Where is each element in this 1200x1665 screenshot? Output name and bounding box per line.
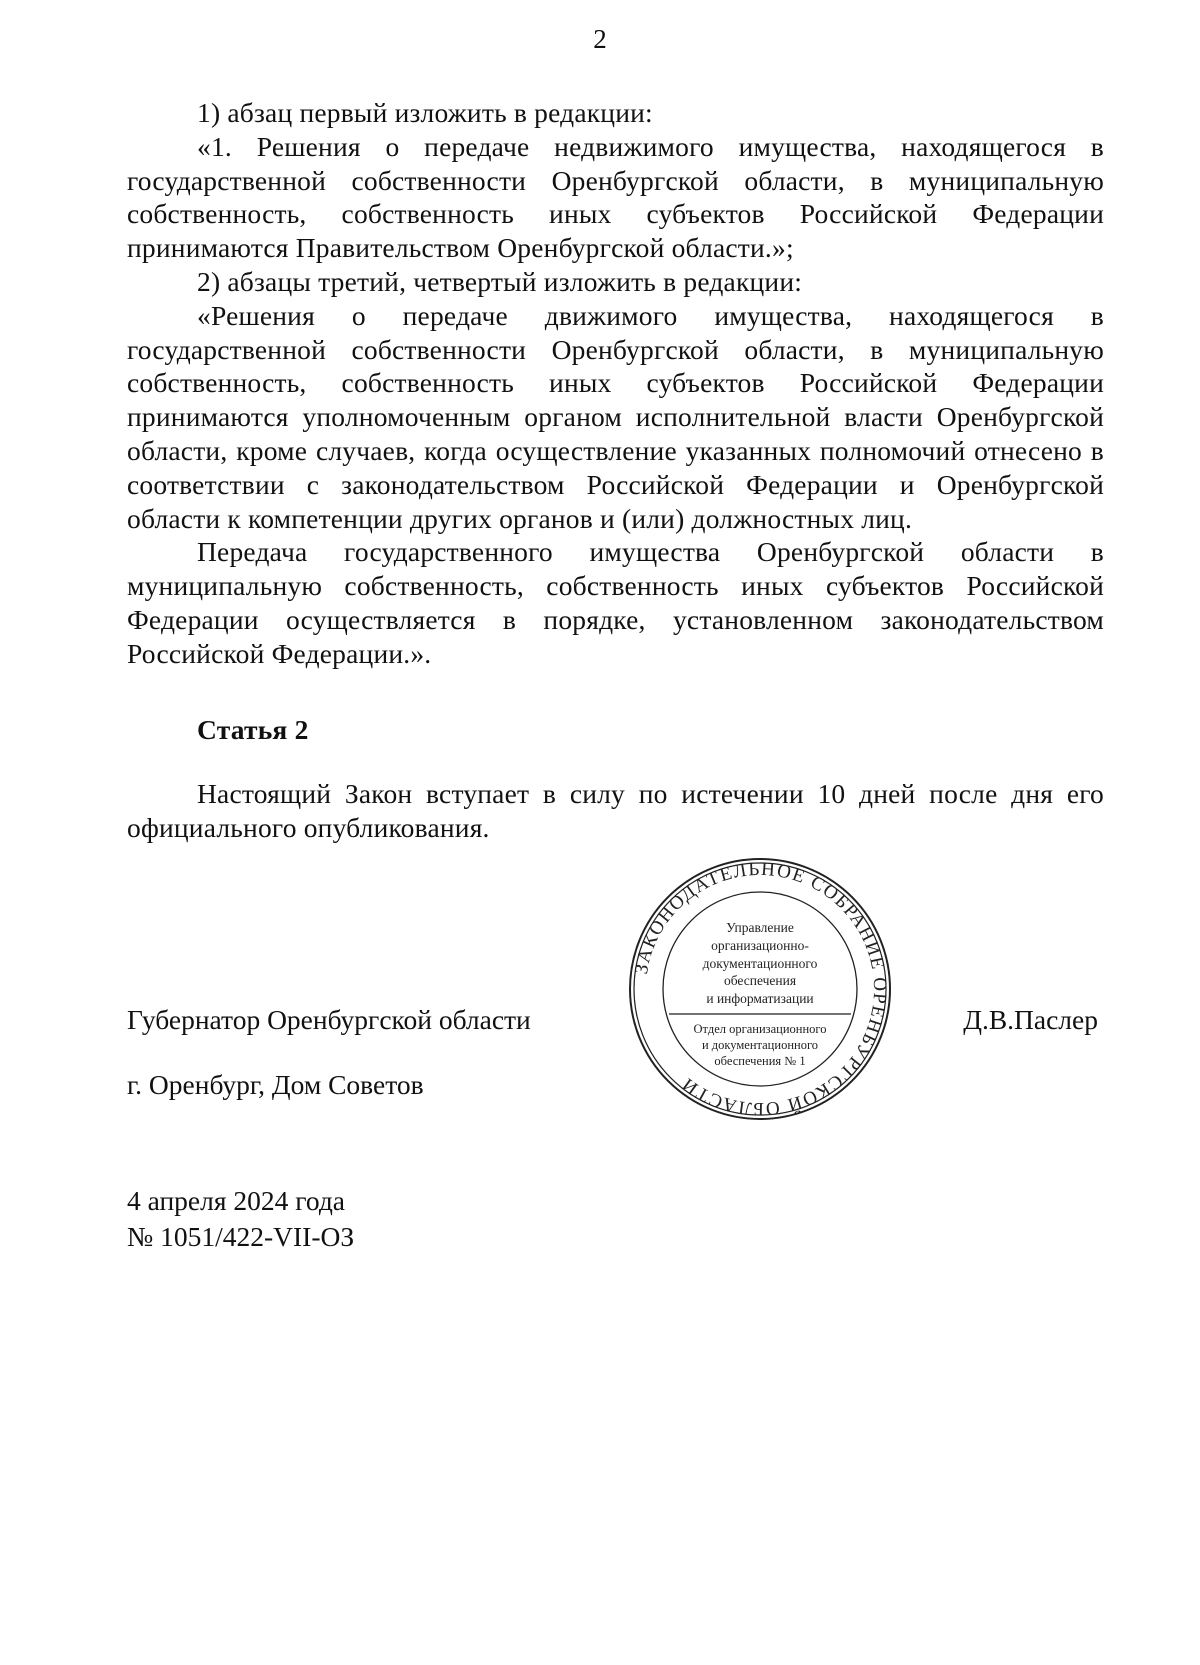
paragraph: «1. Решения о передаче недвижимого имущества, находящегося в государственной собственности Оренбургской области, в муниципальную собственность, собственность иных субъектов Российской Федерации принимаются Правительством Оренбургской области.»; <box>127 130 1104 264</box>
paragraph: 1) абзац первый изложить в редакции: <box>197 97 653 128</box>
document-body <box>127 96 1104 845</box>
document-date: 4 апреля 2024 года <box>127 1185 346 1216</box>
seal-line: и документационного <box>701 1038 819 1052</box>
paragraph: «Решения о передаче движимого имущества, находящегося в государственной собственности Оренбургской области, в муниципальную собственность, собственность иных субъектов Российской Федерации принимаются уполномоченным органом исполнительной власти Оренбургской области, кроме случаев, когда осуществление указанных полномочий отнесено в соответствии с законодательством Российской Федерации и Оренбургской области к компетенции других органов и (или) должностных лиц. <box>127 299 1104 534</box>
document-number: № 1051/422-VII-ОЗ <box>127 1221 355 1252</box>
signing-place: г. Оренбург, Дом Советов <box>127 1069 424 1100</box>
svg-text:ЗАКОНОДАТЕЛЬНОЕ СОБРАНИЕ ОРЕНБ <box>631 859 890 1119</box>
page-number: 2 <box>593 24 607 54</box>
seal-ring-text: ЗАКОНОДАТЕЛЬНОЕ СОБРАНИЕ ОРЕНБУРГСКОЙ ОБЛАСТИ <box>631 858 891 1120</box>
seal-line: обеспечения <box>723 973 797 988</box>
seal-line: и информатизации <box>706 991 814 1006</box>
seal-line: Отдел организационного <box>693 1022 827 1036</box>
article-text: Настоящий Закон вступает в силу по истечении 10 дней после дня его официального опубликования. <box>127 778 1104 844</box>
paragraph: Передача государственного имущества Оренбургской области в муниципальную собственность, собственность иных субъектов Российской Федерации осуществляется в порядке, установленном законодательством Российской Федерации.». <box>127 536 1104 669</box>
paragraph: 2) абзацы третий, четвертый изложить в редакции: <box>197 265 803 297</box>
document-meta <box>127 1183 354 1255</box>
seal-line: документационного <box>702 956 818 971</box>
seal-line: организационно- <box>711 938 809 953</box>
signer-position: Губернатор Оренбургской области <box>127 1004 531 1035</box>
article-heading: Статья 2 <box>197 713 309 745</box>
official-seal <box>625 858 895 1120</box>
seal-line: обеспечения № 1 <box>714 1054 806 1068</box>
signer-name: Д.В.Паслер <box>963 1004 1098 1035</box>
seal-line: Управление <box>726 920 794 935</box>
